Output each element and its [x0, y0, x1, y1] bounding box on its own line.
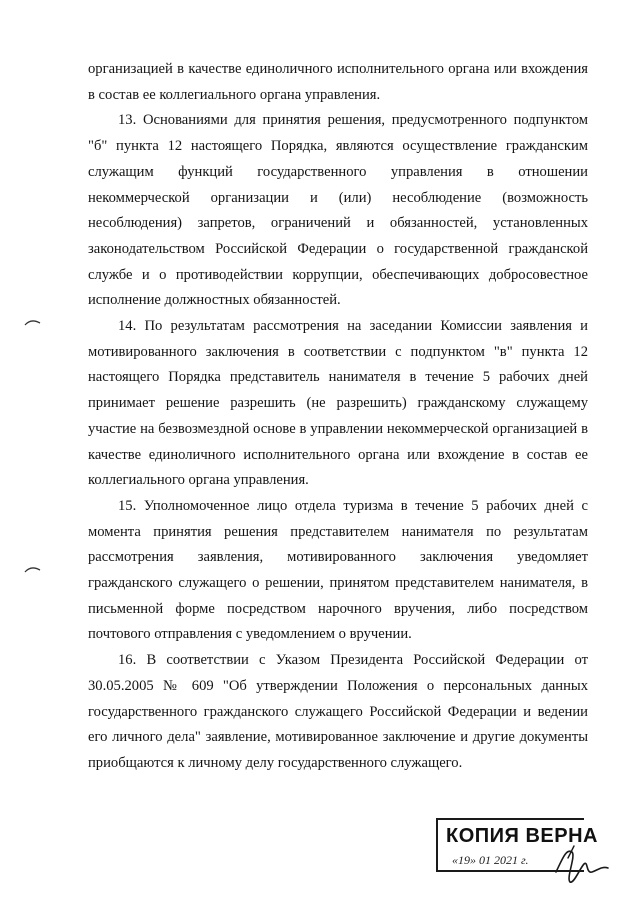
- paragraph-13: 13. Основаниями для принятия решения, предусмотренного подпунктом "б" пункта 12 настоящего Порядка, являются осуществление гражданским служащим функций государственного управления в отношении некоммерческой организации и (или) несоблюдение (возможность несоблюдения) запретов, ограничений и обязанностей, установленных законодательством Российской Федерации о государственной гражданской службе и о противодействии коррупции, обеспечивающих добросовестное исполнение должностных обязанностей.: [88, 112, 588, 309]
- signature-icon: [552, 838, 612, 888]
- paragraph-continuation: организацией в качестве единоличного исполнительного органа или вхождения в состав ее коллегиального органа управления.: [88, 61, 588, 103]
- scan-mark-icon: [24, 318, 42, 326]
- stamp-title: КОПИЯ ВЕРНА: [446, 825, 598, 847]
- scan-mark-icon: [24, 565, 42, 573]
- stamp-date: «19» 01 2021 г.: [452, 853, 529, 867]
- paragraph-16: 16. В соответствии с Указом Президента Российской Федерации от 30.05.2005 № 609 "Об утверждении Положения о персональных данных государственного гражданского служащего Российской Федерации и ведении его личного дела" заявление, мотивированное заключение и другие документы приобщаются к личному делу государственного служащего.: [88, 652, 588, 771]
- document-body: [88, 57, 588, 777]
- paragraph-14: 14. По результатам рассмотрения на заседании Комиссии заявления и мотивированного заключения в соответствии с подпунктом "в" пункта 12 настоящего Порядка представитель нанимателя в течение 5 рабочих дней принимает решение разрешить (не разрешить) гражданскому служащему участие на безвозмездной основе в управлении некоммерческой организацией в качестве единоличного исполнительного органа или вхождение в состав ее коллегиального органа управления.: [88, 318, 588, 489]
- paragraph-15: 15. Уполномоченное лицо отдела туризма в течение 5 рабочих дней с момента принятия решения представителем нанимателя по результатам рассмотрения заявления, мотивированного заключения уведомляет гражданского служащего о решении, принятом представителем нанимателя, в письменной форме посредством нарочного вручения, либо посредством почтового отправления с уведомлением о вручении.: [88, 497, 588, 643]
